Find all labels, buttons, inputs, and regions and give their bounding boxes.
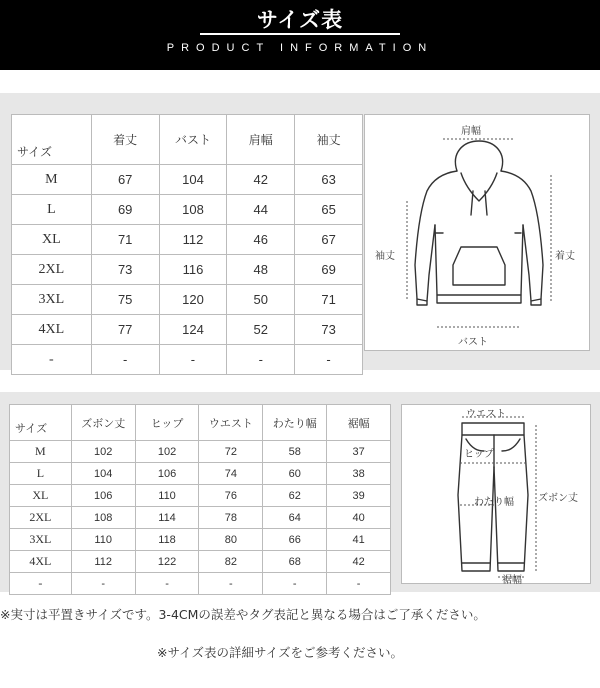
value-cell: - — [295, 345, 363, 375]
value-cell: 104 — [71, 463, 135, 485]
value-cell: 64 — [263, 507, 327, 529]
size-cell: 4XL — [10, 551, 72, 573]
corner-cell — [12, 115, 92, 165]
value-cell: 80 — [199, 529, 263, 551]
hem-label: 裾幅 — [502, 575, 522, 586]
value-cell: 63 — [295, 165, 363, 195]
value-cell: 112 — [159, 225, 227, 255]
value-cell: 75 — [91, 285, 159, 315]
pants-length-label: ズボン丈 — [538, 493, 578, 504]
size-cell: XL — [12, 225, 92, 255]
value-cell: 110 — [71, 529, 135, 551]
table-row — [10, 573, 391, 595]
table-row — [12, 285, 363, 315]
column-header: 裾幅 — [327, 405, 391, 441]
hip-label: ヒップ — [464, 449, 494, 460]
column-header: わたり幅 — [263, 405, 327, 441]
value-cell: 74 — [199, 463, 263, 485]
value-cell: 72 — [199, 441, 263, 463]
value-cell: 73 — [91, 255, 159, 285]
value-cell: - — [159, 345, 227, 375]
value-cell: 120 — [159, 285, 227, 315]
column-header: 肩幅 — [227, 115, 295, 165]
size-cell: M — [10, 441, 72, 463]
value-cell: 52 — [227, 315, 295, 345]
size-cell: 3XL — [12, 285, 92, 315]
hoodie-illustration — [365, 115, 591, 352]
value-cell: - — [227, 345, 295, 375]
table-row — [10, 529, 391, 551]
value-cell: 38 — [327, 463, 391, 485]
value-cell: 68 — [263, 551, 327, 573]
value-cell: 104 — [159, 165, 227, 195]
value-cell: - — [71, 573, 135, 595]
value-cell: 77 — [91, 315, 159, 345]
value-cell: - — [199, 573, 263, 595]
value-cell: 118 — [135, 529, 199, 551]
size-cell: 2XL — [10, 507, 72, 529]
value-cell: 39 — [327, 485, 391, 507]
table-row — [12, 345, 363, 375]
pants-size-table — [9, 404, 391, 595]
table-row — [10, 441, 391, 463]
value-cell: 69 — [295, 255, 363, 285]
value-cell: 50 — [227, 285, 295, 315]
value-cell: 102 — [135, 441, 199, 463]
sleeve-label: 袖丈 — [375, 251, 395, 262]
column-header: 着丈 — [91, 115, 159, 165]
value-cell: 67 — [295, 225, 363, 255]
value-cell: 106 — [135, 463, 199, 485]
value-cell: 42 — [327, 551, 391, 573]
column-header: ウエスト — [199, 405, 263, 441]
value-cell: - — [135, 573, 199, 595]
value-cell: 110 — [135, 485, 199, 507]
thigh-label: わたり幅 — [474, 497, 514, 508]
title-underline — [200, 33, 400, 35]
table-row — [12, 195, 363, 225]
hoodie-diagram — [364, 114, 590, 351]
size-cell: 3XL — [10, 529, 72, 551]
value-cell: 65 — [295, 195, 363, 225]
value-cell: 116 — [159, 255, 227, 285]
value-cell: 71 — [295, 285, 363, 315]
value-cell: 42 — [227, 165, 295, 195]
value-cell: 62 — [263, 485, 327, 507]
value-cell: 82 — [199, 551, 263, 573]
corner-label: サイズ — [17, 145, 53, 159]
value-cell: 108 — [159, 195, 227, 225]
waist-label: ウエスト — [466, 409, 506, 420]
size-cell: L — [12, 195, 92, 225]
value-cell: 41 — [327, 529, 391, 551]
value-cell: 108 — [71, 507, 135, 529]
size-cell: 2XL — [12, 255, 92, 285]
column-header: ヒップ — [135, 405, 199, 441]
value-cell: 71 — [91, 225, 159, 255]
table-header-row — [10, 405, 391, 441]
shoulder-label: 肩幅 — [461, 126, 481, 137]
table-row — [12, 255, 363, 285]
value-cell: 37 — [327, 441, 391, 463]
measurement-note: ※実寸は平置きサイズです。3-4CMの誤差やタグ表記と異なる場合はご了承ください。 — [0, 607, 486, 622]
length-label: 着丈 — [555, 251, 575, 262]
value-cell: - — [263, 573, 327, 595]
value-cell: 112 — [71, 551, 135, 573]
size-cell: M — [12, 165, 92, 195]
value-cell: 48 — [227, 255, 295, 285]
reference-note: ※サイズ表の詳細サイズをご参考ください。 — [157, 645, 403, 660]
table-row — [12, 165, 363, 195]
value-cell: 122 — [135, 551, 199, 573]
column-header: ズボン丈 — [71, 405, 135, 441]
size-cell: L — [10, 463, 72, 485]
size-cell: - — [12, 345, 92, 375]
table-header-row — [12, 115, 363, 165]
value-cell: 67 — [91, 165, 159, 195]
value-cell: 106 — [71, 485, 135, 507]
table-row — [12, 315, 363, 345]
value-cell: 60 — [263, 463, 327, 485]
value-cell: 102 — [71, 441, 135, 463]
table-row — [10, 551, 391, 573]
value-cell: 40 — [327, 507, 391, 529]
value-cell: - — [327, 573, 391, 595]
corner-label: サイズ — [15, 422, 48, 435]
table-row — [10, 463, 391, 485]
table-row — [10, 485, 391, 507]
size-cell: XL — [10, 485, 72, 507]
pants-diagram — [401, 404, 591, 584]
size-cell: 4XL — [12, 315, 92, 345]
value-cell: 114 — [135, 507, 199, 529]
column-header: 袖丈 — [295, 115, 363, 165]
hoodie-size-table — [11, 114, 363, 375]
header-banner — [0, 0, 600, 70]
value-cell: 124 — [159, 315, 227, 345]
table-row — [12, 225, 363, 255]
value-cell: - — [91, 345, 159, 375]
value-cell: 58 — [263, 441, 327, 463]
column-header: バスト — [159, 115, 227, 165]
value-cell: 78 — [199, 507, 263, 529]
table-row — [10, 507, 391, 529]
page-title: サイズ表 — [256, 8, 344, 32]
value-cell: 73 — [295, 315, 363, 345]
value-cell: 76 — [199, 485, 263, 507]
value-cell: 66 — [263, 529, 327, 551]
bust-label: バスト — [458, 337, 488, 348]
value-cell: 44 — [227, 195, 295, 225]
corner-cell — [10, 405, 72, 441]
value-cell: 46 — [227, 225, 295, 255]
size-cell: - — [10, 573, 72, 595]
value-cell: 69 — [91, 195, 159, 225]
page-subtitle: PRODUCT INFORMATION — [166, 42, 434, 54]
